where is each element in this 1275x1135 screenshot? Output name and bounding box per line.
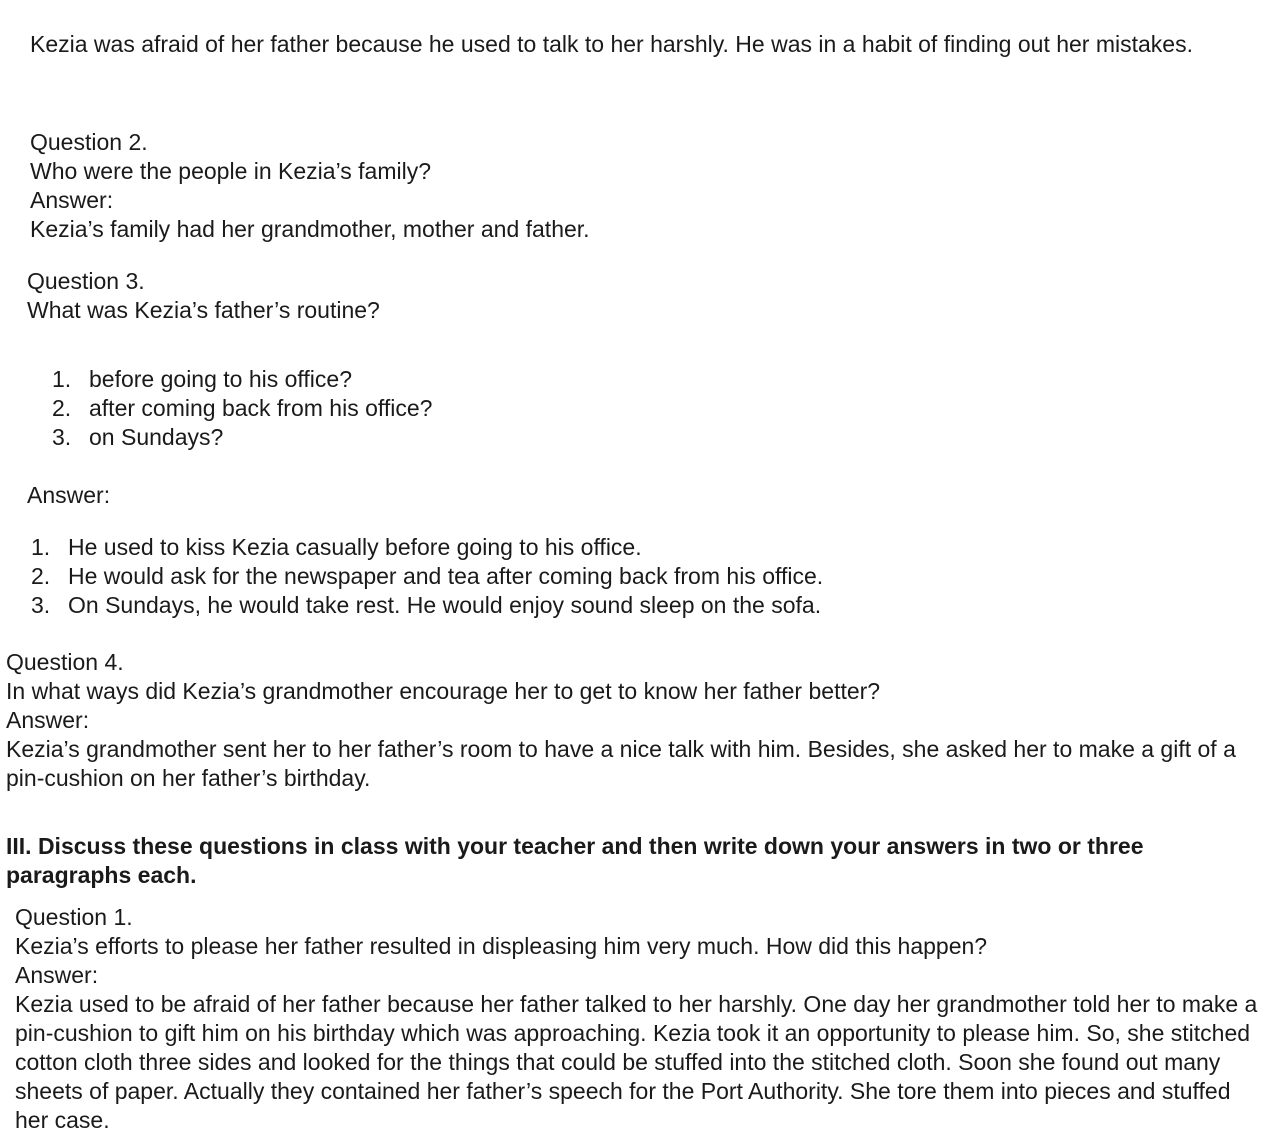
list-item-text: after coming back from his office? bbox=[89, 395, 433, 421]
section-iii-heading-text: III. Discuss these questions in class with your teacher and then write down your answers in two or three paragraphs each. bbox=[6, 833, 1144, 888]
list-item bbox=[31, 533, 823, 562]
question-3-block bbox=[27, 267, 1247, 325]
question-3-sub-list bbox=[52, 365, 432, 452]
question-2-block bbox=[30, 128, 1250, 242]
question-3-text: What was Kezia’s father’s routine? bbox=[27, 297, 380, 323]
section-iii-question-1-answer-text: Kezia used to be afraid of her father because her father talked to her harshly. One day her grandmother told her to make a pin-cushion to gift him on his birthday which was approaching. Kezia took it an opportunity to please him. So, she stitched cotton cloth three sides and looked for the things that could be stuffed into the stitched cloth. Soon she found out many sheets of paper. Actually they contained her father’s speech for the Port Authority. She tore them into pieces and stuffed her case. bbox=[15, 991, 1258, 1133]
section-iii-question-1-answer-label: Answer: bbox=[15, 962, 99, 988]
section-iii-heading bbox=[6, 832, 1256, 890]
question-2-answer-text: Kezia’s family had her grandmother, mother and father. bbox=[30, 216, 590, 242]
list-item bbox=[52, 423, 432, 452]
list-item bbox=[31, 562, 823, 591]
previous-answer bbox=[30, 30, 1250, 59]
list-item-text: On Sundays, he would take rest. He would enjoy sound sleep on the sofa. bbox=[68, 592, 822, 618]
question-2-label: Question 2. bbox=[30, 129, 148, 155]
question-3-answer-label: Answer: bbox=[27, 482, 111, 508]
question-3-label: Question 3. bbox=[27, 268, 145, 294]
question-2-text: Who were the people in Kezia’s family? bbox=[30, 158, 432, 184]
question-4-block bbox=[6, 648, 1256, 793]
list-item-text: before going to his office? bbox=[89, 366, 352, 392]
question-2-answer-label: Answer: bbox=[30, 187, 114, 213]
list-item bbox=[52, 365, 432, 394]
question-4-label: Question 4. bbox=[6, 649, 124, 675]
section-iii-question-1-label: Question 1. bbox=[15, 904, 133, 930]
list-item-number: 1. bbox=[31, 534, 51, 560]
list-item-number: 3. bbox=[52, 424, 72, 450]
question-3-answer-label-block bbox=[27, 481, 110, 510]
previous-answer-text: Kezia was afraid of her father because he used to talk to her harshly. He was in a habit of finding out her mistakes. bbox=[30, 31, 1193, 57]
list-item-number: 2. bbox=[52, 395, 72, 421]
section-iii-question-1-text: Kezia’s efforts to please her father resulted in displeasing him very much. How did this happen? bbox=[15, 933, 988, 959]
section-iii-question-1-block bbox=[15, 903, 1260, 1135]
question-4-text: In what ways did Kezia’s grandmother encourage her to get to know her father better? bbox=[6, 678, 881, 704]
list-item bbox=[52, 394, 432, 423]
list-item-number: 1. bbox=[52, 366, 72, 392]
list-item bbox=[31, 591, 823, 620]
list-item-text: He used to kiss Kezia casually before going to his office. bbox=[68, 534, 642, 560]
question-4-answer-label: Answer: bbox=[6, 707, 90, 733]
list-item-text: He would ask for the newspaper and tea after coming back from his office. bbox=[68, 563, 824, 589]
question-3-answer-list bbox=[31, 533, 823, 620]
list-item-number: 3. bbox=[31, 592, 51, 618]
list-item-text: on Sundays? bbox=[89, 424, 224, 450]
question-4-answer-text: Kezia’s grandmother sent her to her father’s room to have a nice talk with him. Besides, she asked her to make a gift of a pin-cushion on her father’s birthday. bbox=[6, 736, 1236, 791]
list-item-number: 2. bbox=[31, 563, 51, 589]
